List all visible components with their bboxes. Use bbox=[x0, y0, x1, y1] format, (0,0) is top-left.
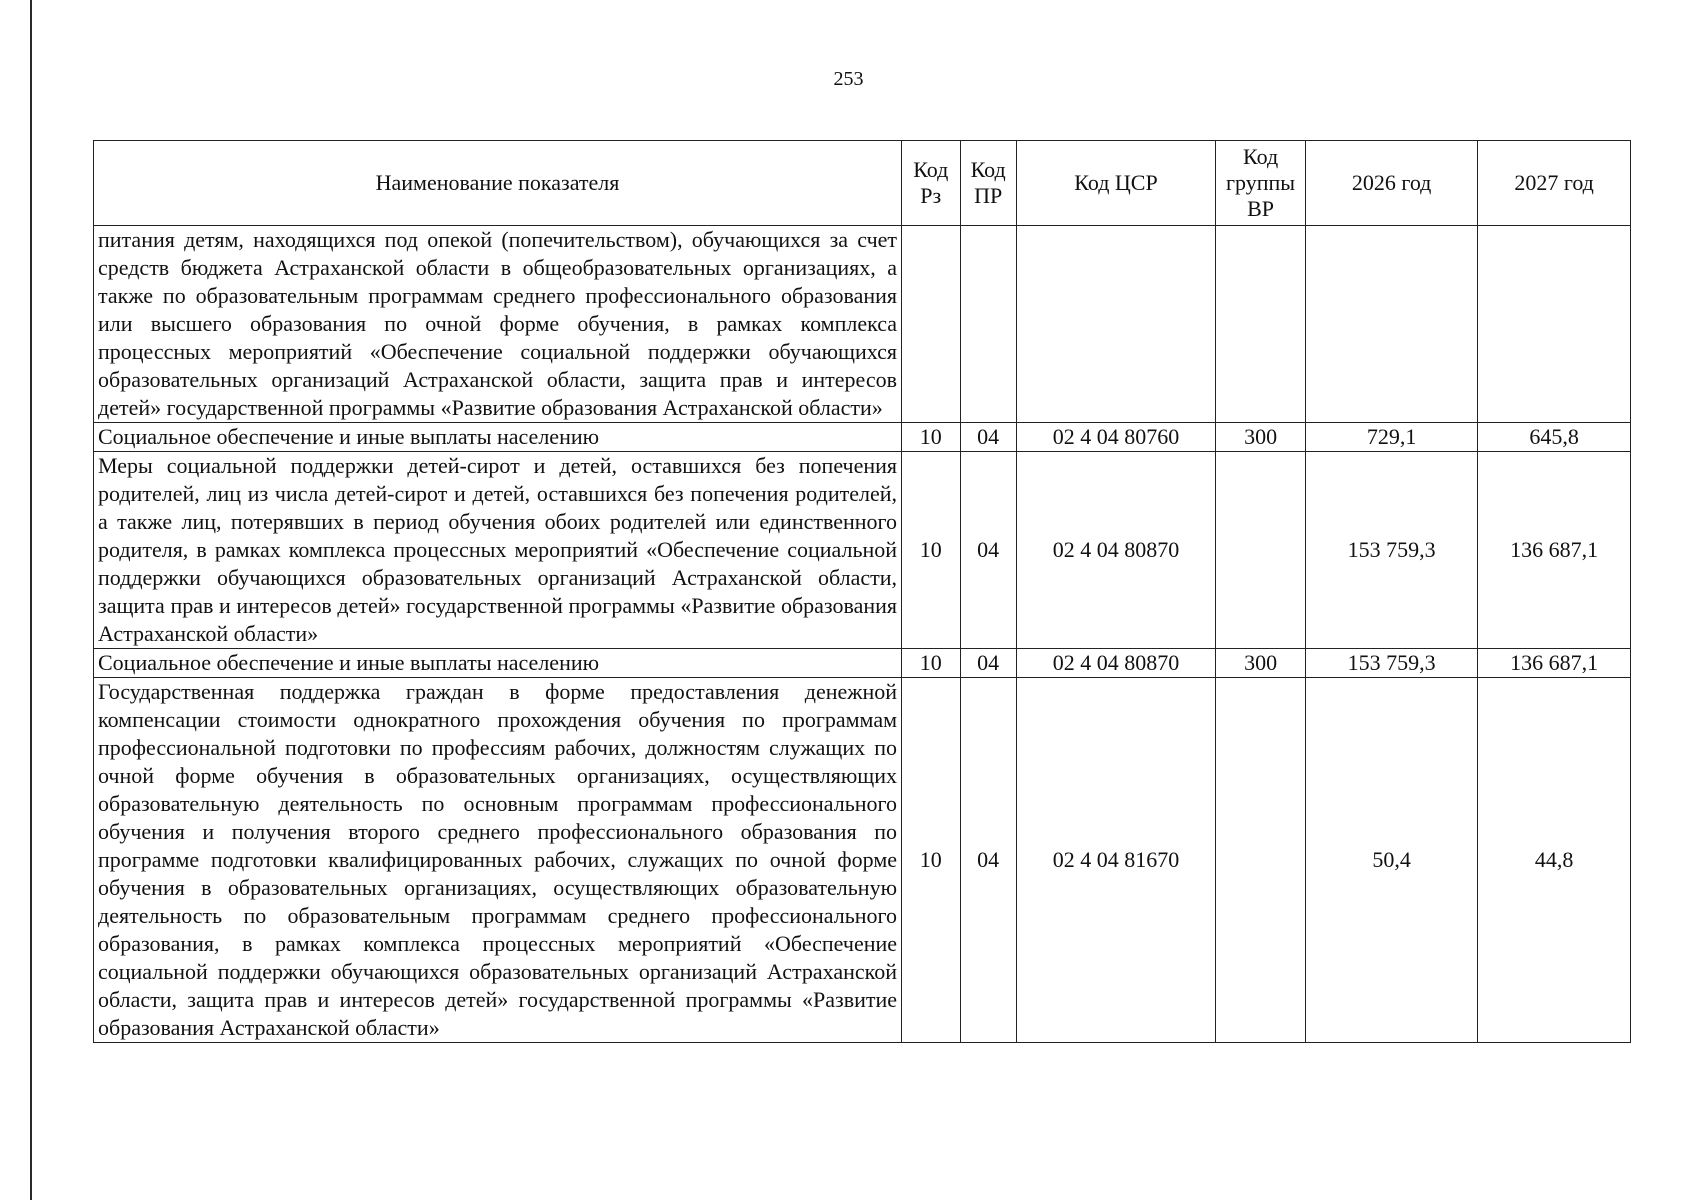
cell-pr: 04 bbox=[960, 649, 1016, 678]
cell-csr: 02 4 04 80870 bbox=[1016, 452, 1215, 649]
cell-vr bbox=[1216, 226, 1306, 423]
header-2027: 2027 год bbox=[1478, 141, 1631, 226]
cell-rz: 10 bbox=[902, 678, 960, 1043]
cell-2027: 136 687,1 bbox=[1478, 649, 1631, 678]
header-csr: Код ЦСР bbox=[1016, 141, 1215, 226]
cell-vr bbox=[1216, 678, 1306, 1043]
table-row bbox=[94, 452, 1631, 649]
cell-rz: 10 bbox=[902, 423, 960, 452]
cell-rz: 10 bbox=[902, 452, 960, 649]
cell-name: Социальное обеспечение и иные выплаты населению bbox=[94, 649, 902, 678]
table-row bbox=[94, 423, 1631, 452]
cell-name: Государственная поддержка граждан в форме предоставления денежной компенсации стоимости однократного прохождения обучения по программам профессиональной подготовки по профессиям рабочих, должностям служащих по очной форме обучения в образовательных организациях, осуществляющих образовательную деятельность по основным программам профессионального обучения и получения второго среднего профессионального образования по программе подготовки квалифицированных рабочих, служащих по очной форме обучения в образовательных организациях, осуществляющих образовательную деятельность по образовательным программам среднего профессионального образования, в рамках комплекса процессных мероприятий «Обеспечение социальной поддержки обучающихся образовательных организаций Астраханской области, защита прав и интересов детей» государственной программы «Развитие образования Астраханской области» bbox=[94, 678, 902, 1043]
table-row bbox=[94, 649, 1631, 678]
cell-csr: 02 4 04 80870 bbox=[1016, 649, 1215, 678]
cell-pr: 04 bbox=[960, 423, 1016, 452]
cell-2027 bbox=[1478, 226, 1631, 423]
cell-2027: 645,8 bbox=[1478, 423, 1631, 452]
cell-rz: 10 bbox=[902, 649, 960, 678]
binding-margin-line bbox=[30, 0, 32, 1200]
cell-pr bbox=[960, 226, 1016, 423]
header-2026: 2026 год bbox=[1306, 141, 1478, 226]
cell-csr bbox=[1016, 226, 1215, 423]
cell-rz bbox=[902, 226, 960, 423]
cell-2026: 50,4 bbox=[1306, 678, 1478, 1043]
header-vr: Код группы ВР bbox=[1216, 141, 1306, 226]
table-row bbox=[94, 678, 1631, 1043]
cell-2026: 153 759,3 bbox=[1306, 649, 1478, 678]
table-row bbox=[94, 226, 1631, 423]
cell-pr: 04 bbox=[960, 678, 1016, 1043]
cell-vr: 300 bbox=[1216, 423, 1306, 452]
cell-name: Меры социальной поддержки детей-сирот и детей, оставшихся без попечения родителей, лиц из числа детей-сирот и детей, оставшихся без попечения родителей, а также лиц, потерявших в период обучения обоих родителей или единственного родителя, в рамках комплекса процессных мероприятий «Обеспечение социальной поддержки обучающихся образовательных организаций Астраханской области, защита прав и интересов детей» государственной программы «Развитие образования Астраханской области» bbox=[94, 452, 902, 649]
header-rz: Код Рз bbox=[902, 141, 960, 226]
page-number: 253 bbox=[833, 68, 864, 90]
cell-csr: 02 4 04 81670 bbox=[1016, 678, 1215, 1043]
cell-2027: 136 687,1 bbox=[1478, 452, 1631, 649]
cell-2026: 729,1 bbox=[1306, 423, 1478, 452]
cell-name: питания детям, находящихся под опекой (попечительством), обучающихся за счет средств бюджета Астраханской области в общеобразовательных организациях, а также по образовательным программам среднего профессионального образования или высшего образования по очной форме обучения, в рамках комплекса процессных мероприятий «Обеспечение социальной поддержки обучающихся образовательных организаций Астраханской области, защита прав и интересов детей» государственной программы «Развитие образования Астраханской области» bbox=[94, 226, 902, 423]
cell-csr: 02 4 04 80760 bbox=[1016, 423, 1215, 452]
cell-2026: 153 759,3 bbox=[1306, 452, 1478, 649]
cell-2026 bbox=[1306, 226, 1478, 423]
table-header-row bbox=[94, 141, 1631, 226]
header-name: Наименование показателя bbox=[94, 141, 902, 226]
header-pr: Код ПР bbox=[960, 141, 1016, 226]
cell-2027: 44,8 bbox=[1478, 678, 1631, 1043]
cell-pr: 04 bbox=[960, 452, 1016, 649]
budget-table bbox=[93, 140, 1631, 1043]
cell-name: Социальное обеспечение и иные выплаты населению bbox=[94, 423, 902, 452]
cell-vr bbox=[1216, 452, 1306, 649]
cell-vr: 300 bbox=[1216, 649, 1306, 678]
